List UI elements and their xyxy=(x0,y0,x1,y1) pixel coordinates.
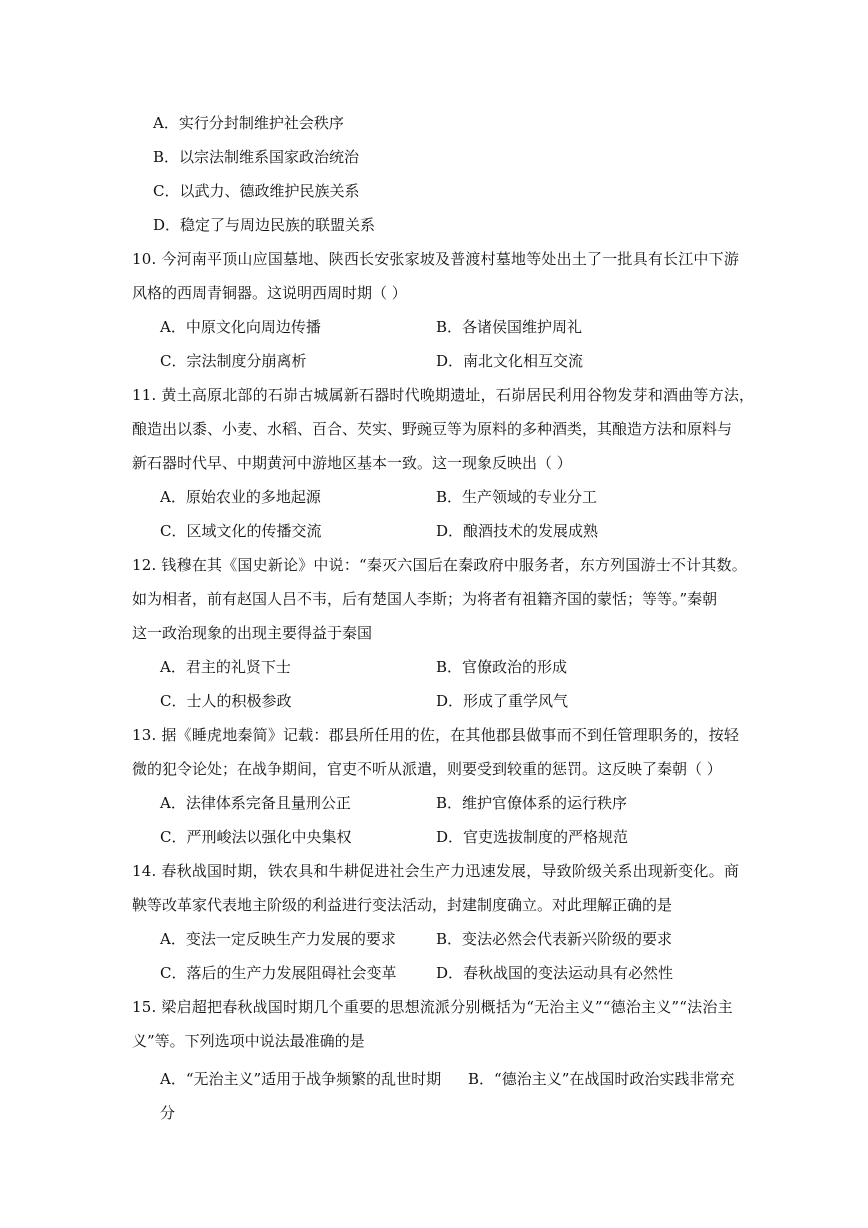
option-13-d: D．官吏选拔制度的严格规范 xyxy=(436,828,629,846)
option-15-b: B．“德治主义”在战国时政治实践非常充 xyxy=(468,1070,735,1088)
question-11-text: 酿造出以黍、小麦、水稻、百合、芡实、野豌豆等为原料的多种酒类，其酿造方法和原料与 xyxy=(132,420,733,438)
question-11-text: 11. 黄土高原北部的石峁古城属新石器时代晚期遗址，石峁居民利用谷物发芽和酒曲等方法， xyxy=(132,386,755,404)
option-13-a: A．法律体系完备且量刑公正 xyxy=(160,794,351,812)
option-10-c: C．宗法制度分崩离析 xyxy=(160,352,307,370)
option-9-d: D．稳定了与周边民族的联盟关系 xyxy=(153,216,376,234)
option-11-a: A．原始农业的多地起源 xyxy=(160,488,321,506)
question-14-text: 鞅等改革家代表地主阶级的利益进行变法活动，封建制度确立。对此理解正确的是 xyxy=(132,896,673,914)
question-12-text: 这一政治现象的出现主要得益于秦国 xyxy=(132,624,373,642)
option-13-b: B．维护官僚体系的运行秩序 xyxy=(436,794,628,812)
option-14-b: B．变法必然会代表新兴阶级的要求 xyxy=(436,930,673,948)
question-13-text: 微的犯令论处；在战争期间，官吏不听从派遣，则要受到较重的惩罚。这反映了秦朝（ ） xyxy=(132,760,722,778)
option-11-b: B．生产领域的专业分工 xyxy=(436,488,598,506)
option-9-b: B．以宗法制维系国家政治统治 xyxy=(153,148,360,166)
question-10-text: 风格的西周青铜器。这说明西周时期（ ） xyxy=(132,284,407,302)
question-12-text: 12. 钱穆在其《国史新论》中说：“秦灭六国后在秦政府中服务者，东方列国游士不计其数。 xyxy=(132,556,747,574)
option-12-a: A．君主的礼贤下士 xyxy=(160,658,291,676)
option-13-c: C．严刑峻法以强化中央集权 xyxy=(160,828,352,846)
option-15-b-wrap: 分 xyxy=(160,1104,176,1122)
option-11-c: C．区域文化的传播交流 xyxy=(160,522,322,540)
option-10-b: B．各诸侯国维护周礼 xyxy=(436,318,583,336)
option-10-a: A．中原文化向周边传播 xyxy=(160,318,321,336)
option-12-d: D．形成了重学风气 xyxy=(436,692,569,710)
option-9-c: C．以武力、德政维护民族关系 xyxy=(153,182,360,200)
option-14-c: C．落后的生产力发展阻碍社会变革 xyxy=(160,964,397,982)
option-9-a: A．实行分封制维护社会秩序 xyxy=(153,114,344,132)
question-12-text: 如为相者，前有赵国人吕不韦，后有楚国人李斯；为将者有祖籍齐国的蒙恬；等等。”秦朝 xyxy=(132,590,718,608)
question-10-text: 10. 今河南平顶山应国墓地、陕西长安张家坡及普渡村墓地等处出土了一批具有长江中下游 xyxy=(132,250,740,268)
question-11-text: 新石器时代早、中期黄河中游地区基本一致。这一现象反映出（ ） xyxy=(132,454,572,472)
option-11-d: D．酿酒技术的发展成熟 xyxy=(436,522,599,540)
option-12-b: B．官僚政治的形成 xyxy=(436,658,568,676)
question-15-text: 义”等。下列选项中说法最准确的是 xyxy=(132,1032,365,1050)
option-15-a: A．“无治主义”适用于战争频繁的乱世时期 xyxy=(160,1070,442,1088)
question-13-text: 13. 据《睡虎地秦简》记载：郡县所任用的佐，在其他郡县做事而不到任管理职务的，按轻 xyxy=(132,726,740,744)
option-14-a: A．变法一定反映生产力发展的要求 xyxy=(160,930,396,948)
option-10-d: D．南北文化相互交流 xyxy=(436,352,584,370)
option-12-c: C．士人的积极参政 xyxy=(160,692,292,710)
question-15-text: 15. 梁启超把春秋战国时期几个重要的思想流派分别概括为“无治主义”“德治主义”“法治主 xyxy=(132,998,733,1016)
question-14-text: 14. 春秋战国时期，铁农具和牛耕促进社会生产力迅速发展，导致阶级关系出现新变化。商 xyxy=(132,862,740,880)
option-14-d: D．春秋战国的变法运动具有必然性 xyxy=(436,964,674,982)
